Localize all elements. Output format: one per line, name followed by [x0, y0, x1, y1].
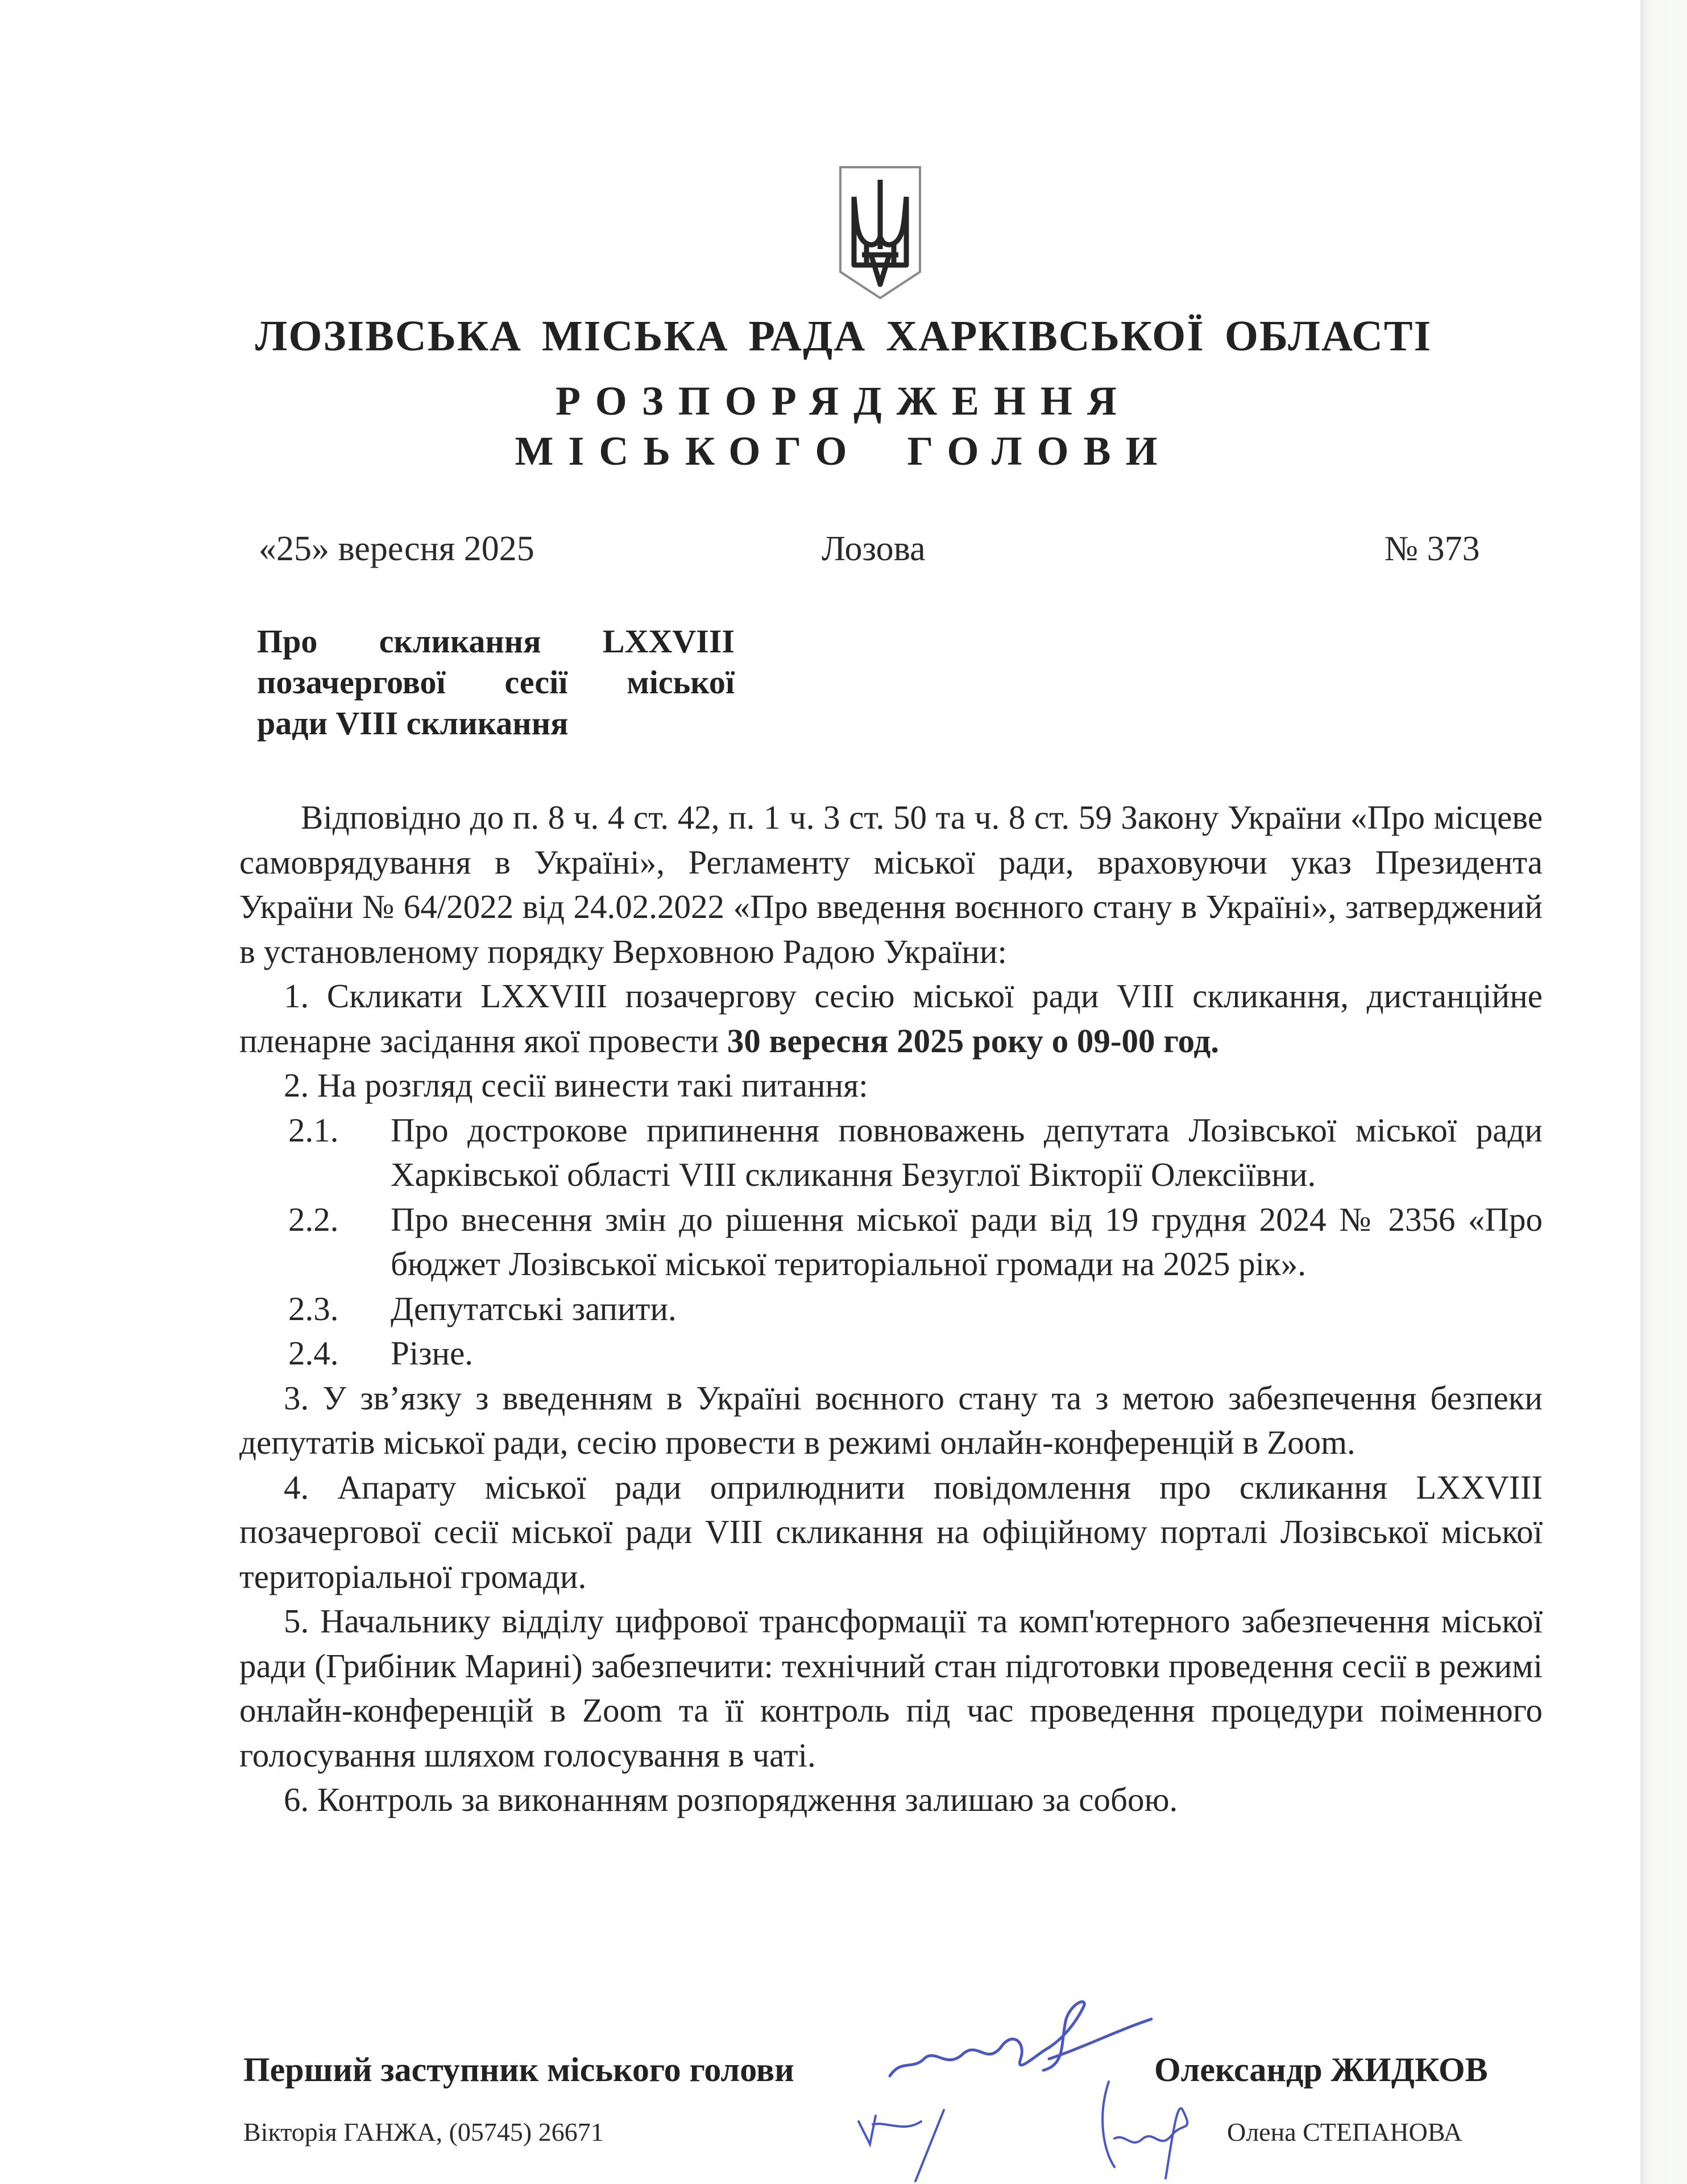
subitem-text: Про внесення змін до рішення міської ради від 19 грудня 2024 № 2356 «Про бюджет Лозівської міської територіальної громади на 2025 рік». — [391, 1200, 1543, 1283]
subitem — [239, 1287, 1543, 1331]
signatory-name: Олександр ЖИДКОВ — [1154, 2051, 1488, 2088]
ukraine-trident-emblem-icon — [834, 164, 927, 300]
document-title — [257, 621, 735, 744]
preamble: Відповідно до п. 8 ч. 4 ст. 42, п. 1 ч. 3 ст. 50 та ч. 8 ст. 59 Закону України «Про місцеве самоврядування в Україні», Регламенту міської ради, враховуючи указ Президента України № 64/2022 від 24.02.2022 «Про введення воєнного стану в Україні», затверджений в установленому порядку Верховною Радою України: — [239, 799, 1543, 970]
item-6: 6. Контроль за виконанням розпорядження залишаю за собою. — [284, 1781, 1178, 1818]
initials-signature-icon — [853, 2099, 1023, 2184]
subitem — [239, 1108, 1543, 1197]
document-issuer: МІСЬКОГО ГОЛОВИ — [515, 428, 1172, 474]
subitem-number: 2.4. — [288, 1334, 339, 1372]
document-number: № 373 — [1385, 530, 1480, 568]
subitem-text: Про дострокове припинення повноважень депутата Лозівської міської ради Харківської області VIII скликання Безуглої Вікторії Олексіївни. — [391, 1111, 1543, 1193]
subitem-number: 2.1. — [288, 1111, 339, 1149]
title-line: позачергової сесії міської — [257, 664, 735, 701]
approver-name: Олена СТЕПАНОВА — [1227, 2117, 1462, 2146]
document-city: Лозова — [822, 530, 926, 568]
approval-signature-icon — [1063, 2065, 1240, 2184]
signatory-position: Перший заступник міського голови — [243, 2051, 794, 2088]
item-2: 2. На розгляд сесії винести такі питання: — [284, 1066, 868, 1104]
document-type: РОЗПОРЯДЖЕННЯ — [556, 378, 1131, 424]
subitem-number: 2.3. — [288, 1289, 339, 1327]
item-5: 5. Начальнику відділу цифрової трансформації та комп'ютерного забезпечення міської ради (Грибіник Марині) забезпечити: технічний стан підготовки проведення сесії в режимі онлайн-конференцій в Zoom та її контроль під час проведення процедури поіменного голосування шляхом голосування в чаті. — [239, 1602, 1543, 1774]
document-body — [239, 795, 1543, 1822]
document-date: «25» вересня 2025 — [259, 530, 534, 568]
title-line: Про скликання LXXVIII — [257, 623, 735, 660]
item-1 — [239, 974, 1543, 1063]
executor-contact: Вікторія ГАНЖА, (05745) 26671 — [243, 2117, 604, 2146]
item-1-text: 1. Скликати LXXVIII позачергову сесію міської ради VIII скликання, дистанційне пленарне засідання якої провести — [239, 977, 1543, 1060]
subitem-text: Депутатські запити. — [391, 1289, 677, 1327]
subitem-number: 2.2. — [288, 1200, 339, 1238]
subitem — [239, 1331, 1543, 1376]
item-1-date: 30 вересня 2025 року о 09-00 год. — [727, 1021, 1219, 1060]
subitem-text: Різне. — [391, 1334, 474, 1372]
item-3: 3. У зв’язку з введенням в Україні воєнного стану та з метою забезпечення безпеки депутатів міської ради, сесію провести в режимі онлайн-конференцій в Zoom. — [239, 1379, 1543, 1461]
item-4: 4. Апарату міської ради оприлюднити повідомлення про скликання LXXVIII позачергової сесії міської ради VIII скликання на офіційному порталі Лозівської міської територіальної громади. — [239, 1468, 1543, 1595]
title-line: ради VIII скликання — [257, 705, 569, 742]
subitem — [239, 1197, 1543, 1287]
council-name: ЛОЗІВСЬКА МІСЬКА РАДА ХАРКІВСЬКОЇ ОБЛАСТІ — [255, 312, 1432, 360]
